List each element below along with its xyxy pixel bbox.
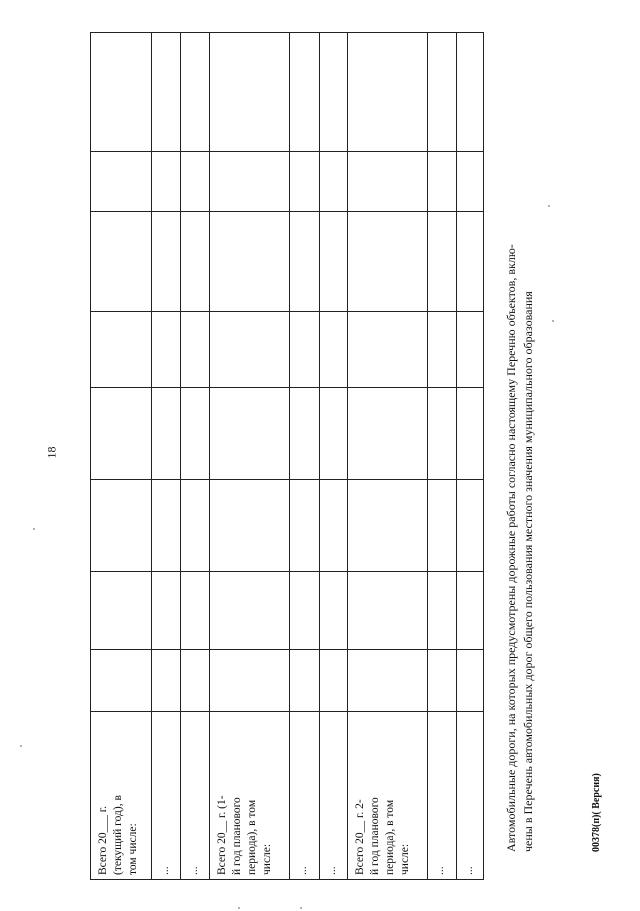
row-label-ellipsis [296,866,311,875]
row-label-line: ... [297,866,309,875]
page-number: 18 [44,446,59,459]
row-label-plan-year-2 [353,797,413,875]
row-label-line: ... [463,866,475,875]
scan-artifact [300,907,302,909]
row-divider [427,33,428,879]
scan-artifact [548,205,550,207]
column-divider [91,571,483,572]
row-label-line: ... [159,866,171,875]
row-label-ellipsis [462,866,477,875]
row-label-ellipsis [187,866,202,875]
scan-artifact [552,320,554,322]
row-divider [180,33,181,879]
row-divider [151,33,152,879]
row-divider [347,33,348,879]
row-label-line: й год планового [231,797,243,875]
row-label-line: ... [326,866,338,875]
row-label-line: числе: [261,843,273,875]
row-label-plan-year-1 [215,795,275,875]
note-line-2: чены в Перечень автомобильных дорог общего пользования местного значения муниципального образования [521,291,535,852]
column-divider [91,387,483,388]
document-code: 00378(п)( Версия) [591,773,602,852]
row-label-line: периода), в том [246,799,258,875]
row-label-line: Всего 20__ г. (1- [216,795,228,875]
data-table [90,32,484,880]
row-divider [209,33,210,879]
column-divider [91,479,483,480]
column-divider [91,151,483,152]
scan-artifact [238,907,240,909]
row-label-line: Всего 20__ г. 2- [354,799,366,875]
row-label-line: й год планового [369,797,381,875]
row-label-line: (текущий год), в [112,795,124,875]
row-label-ellipsis [325,866,340,875]
row-label-line: числе: [399,843,411,875]
column-divider [91,311,483,312]
row-label-ellipsis [433,866,448,875]
note-line-1: Автомобильные дороги, на которых предусмотрены дорожные работы согласно настоящему Перечню объектов, вклю- [504,244,518,852]
column-divider [91,649,483,650]
row-label-ellipsis [158,866,173,875]
column-divider [91,711,483,712]
row-label-line: том числе: [127,823,139,875]
row-label-line: ... [434,866,446,875]
row-label-current-year [96,795,141,875]
row-label-line: Всего 20___ г. [97,806,109,875]
row-label-line: ... [188,866,200,875]
row-divider [289,33,290,879]
scan-artifact [20,745,22,747]
row-divider [319,33,320,879]
scan-artifact [33,528,35,530]
column-divider [91,211,483,212]
row-label-line: периода), в том [384,799,396,875]
row-divider [456,33,457,879]
